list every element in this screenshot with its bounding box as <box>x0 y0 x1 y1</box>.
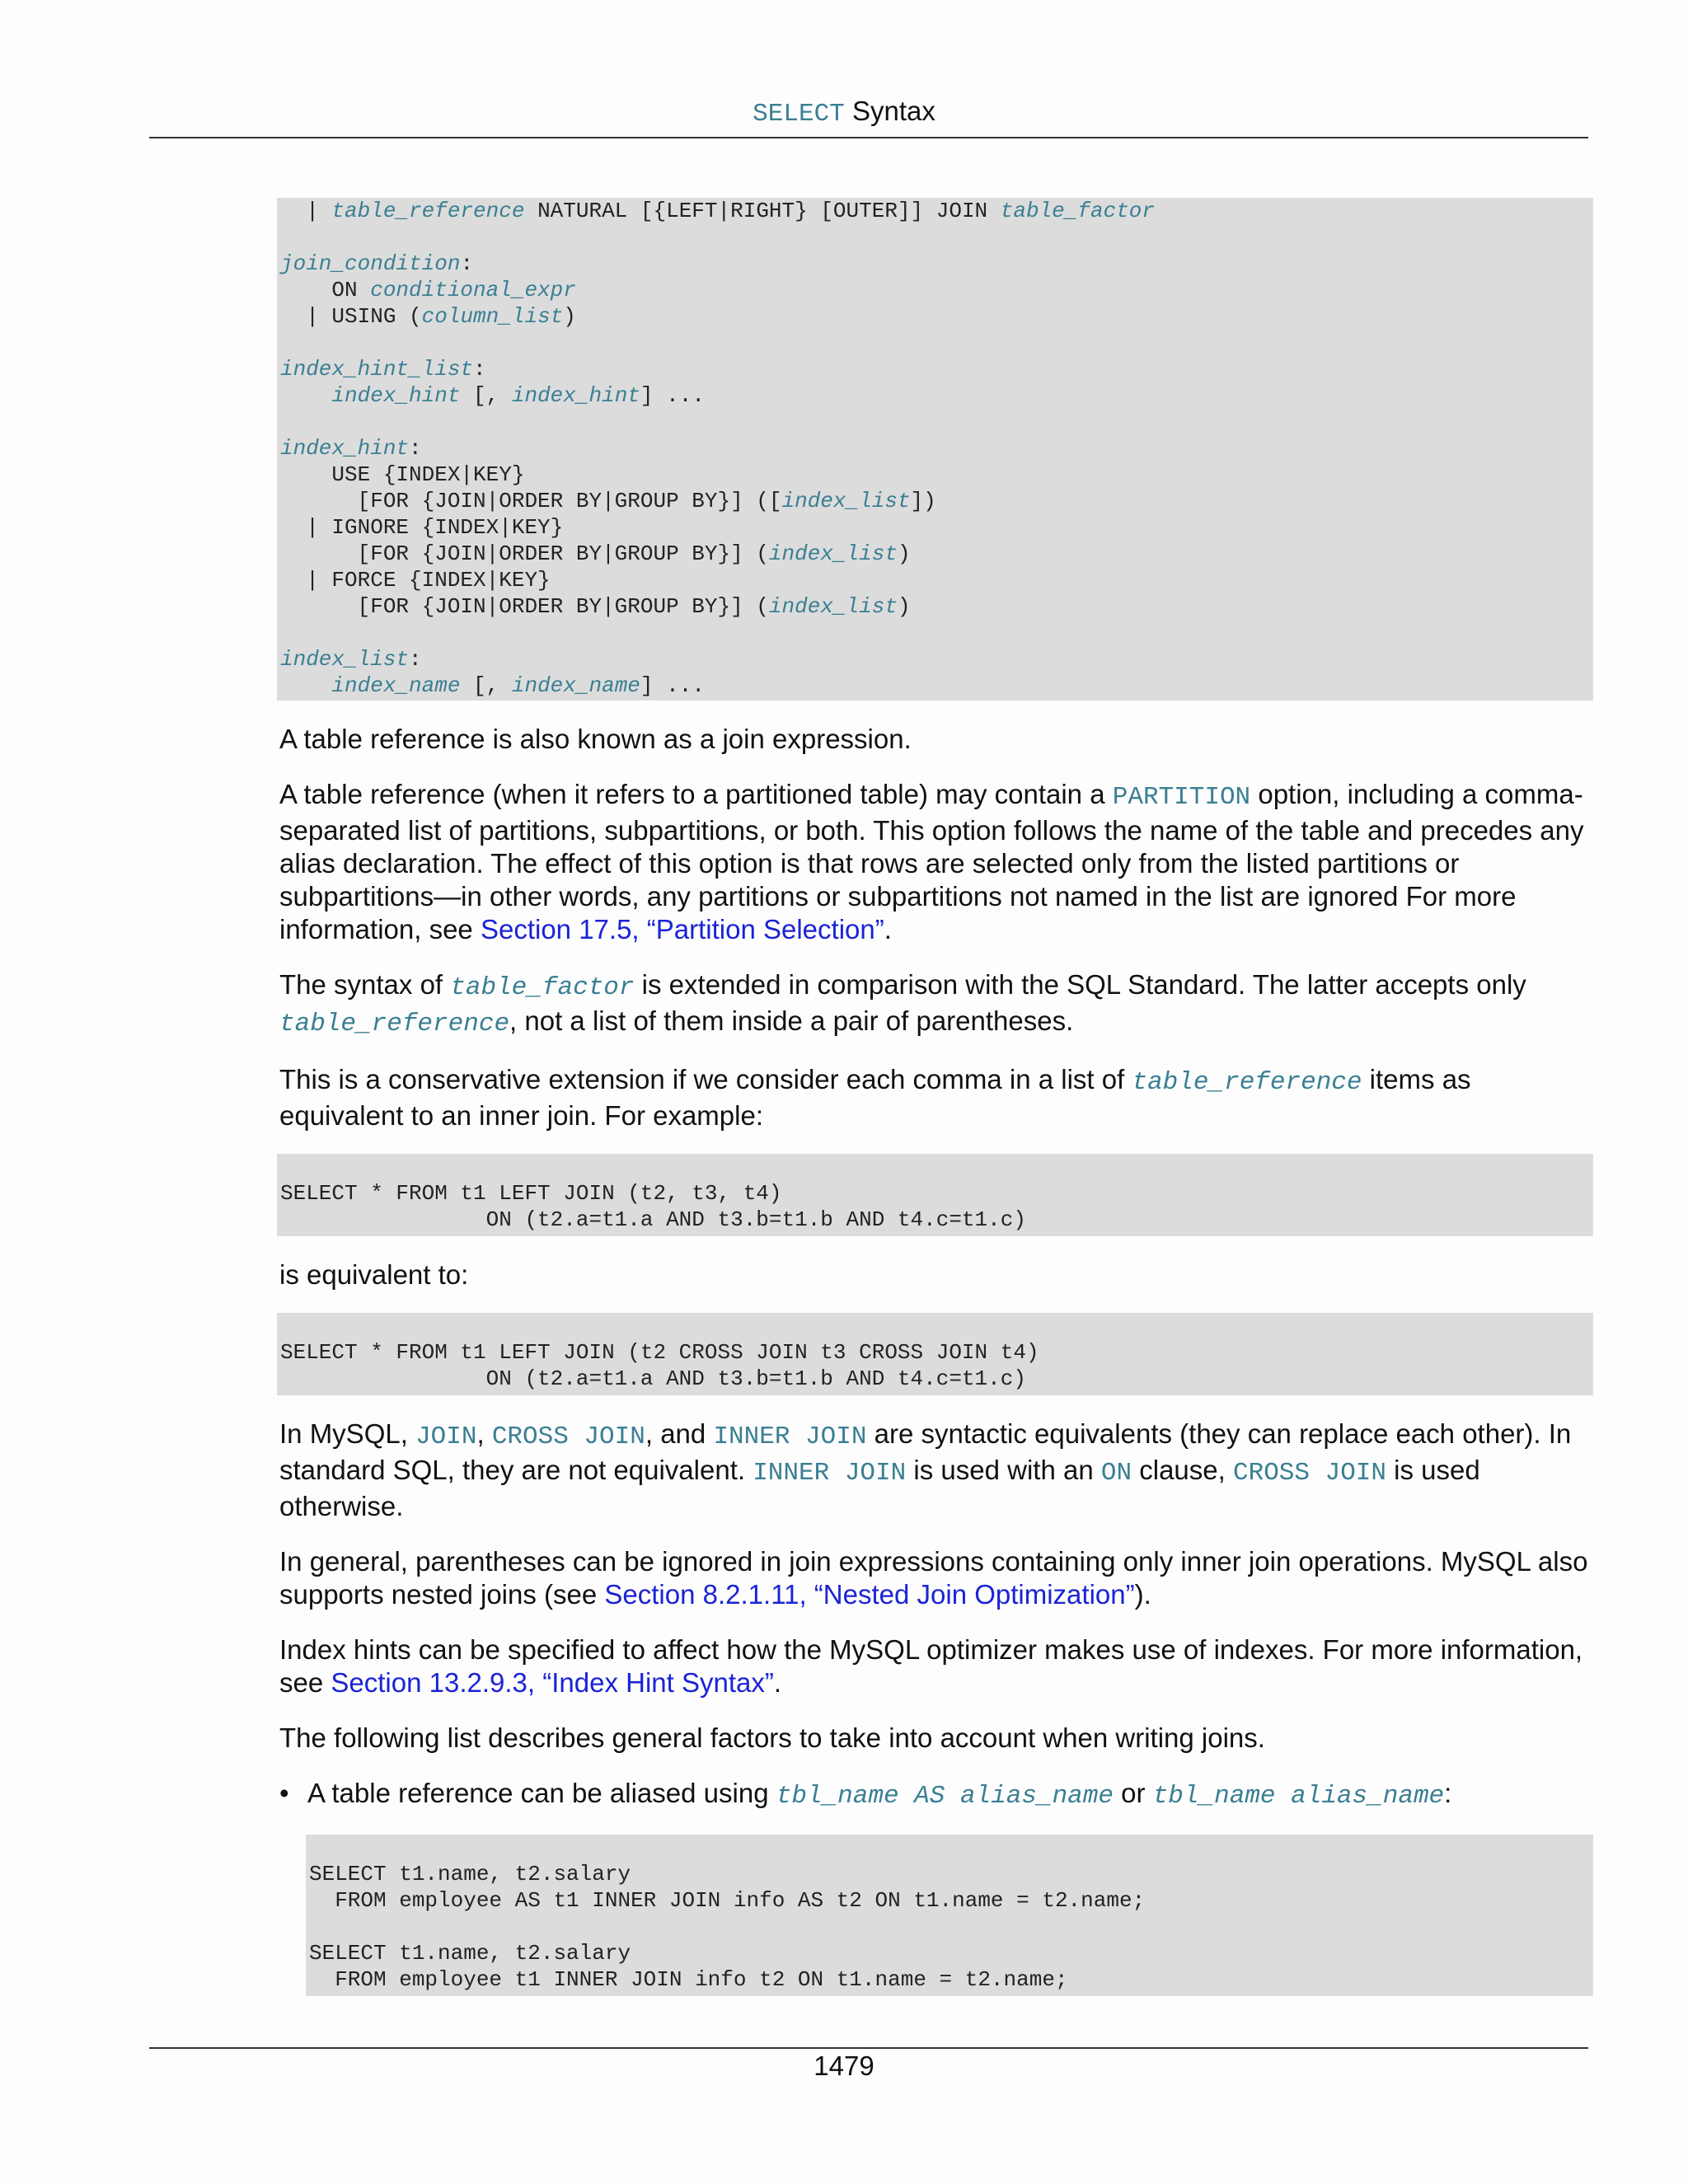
code-placeholder: index_list <box>781 489 911 513</box>
code-line <box>280 330 1590 356</box>
code-placeholder: index_hint <box>331 383 461 408</box>
text-span: option, including a comma-separated list of partitions, subpartitions, or both. This option follows the name of the table and precedes any alias declaration. The effect of this option is that rows are selected only from the listed partitions or subpartitions—in other words, any partitions or subpartitions not named in the list are ignored For more information, see <box>279 779 1584 944</box>
code-inner-join: INNER JOIN <box>713 1422 867 1451</box>
text-span: In MySQL, <box>279 1418 416 1449</box>
bullet-icon: • <box>279 1778 289 1808</box>
code-text <box>280 673 331 698</box>
code-text: ) <box>563 304 576 329</box>
code-text: | IGNORE {INDEX|KEY} <box>280 515 564 540</box>
code-text: NATURAL [{LEFT|RIGHT} [OUTER]] JOIN <box>524 199 1001 223</box>
code-line <box>280 514 1590 541</box>
code-text: [, <box>460 673 512 698</box>
code-text: [, <box>460 383 512 408</box>
page-number: 1479 <box>814 2050 874 2081</box>
code-placeholder: index_list <box>280 647 410 672</box>
code-cross-join: CROSS JOIN <box>1232 1459 1387 1488</box>
code-text: ) <box>897 594 911 619</box>
code-text: | USING ( <box>280 304 422 329</box>
code-line <box>280 646 1590 673</box>
code-line <box>280 435 1590 462</box>
code-tbl-name-as-alias: tbl_name AS alias_name <box>776 1782 1114 1811</box>
text-span: is used otherwise. <box>279 1455 1480 1521</box>
text-span: , and <box>645 1418 714 1449</box>
code-placeholder: index_list <box>768 594 898 619</box>
code-placeholder: index_hint <box>280 436 410 461</box>
paragraph-nested-joins <box>279 1545 1593 1611</box>
code-table-reference: table_reference <box>279 1010 510 1038</box>
code-text <box>280 383 331 408</box>
code-line: ON (t2.a=t1.a AND t3.b=t1.b AND t4.c=t1.c) <box>280 1366 1026 1391</box>
code-text: [FOR {JOIN|ORDER BY|GROUP BY}] ( <box>280 594 769 619</box>
code-placeholder: table_reference <box>331 199 525 223</box>
running-head <box>0 96 1688 129</box>
example-code-block-2 <box>277 1313 1593 1395</box>
code-line: FROM employee t1 INNER JOIN info t2 ON t1.name = t2.name; <box>309 1967 1068 1992</box>
code-line: SELECT * FROM t1 LEFT JOIN (t2 CROSS JOIN t3 CROSS JOIN t4) <box>280 1340 1039 1365</box>
paragraph-conservative-extension <box>279 1063 1593 1132</box>
code-text: : <box>460 251 474 276</box>
code-text: | FORCE {INDEX|KEY} <box>280 568 551 593</box>
code-placeholder: column_list <box>421 304 564 329</box>
paragraph-partition <box>279 778 1593 946</box>
text-span: is used with an <box>906 1455 1101 1485</box>
code-placeholder: index_list <box>768 541 898 566</box>
code-line <box>280 356 1590 382</box>
join-syntax-code-block <box>277 198 1593 701</box>
code-text: ] ... <box>640 673 705 698</box>
paragraph-factors: The following list describes general factors to take into account when writing joins. <box>279 1722 1265 1753</box>
code-text: [FOR {JOIN|ORDER BY|GROUP BY}] ( <box>280 541 769 566</box>
paragraph-table-factor <box>279 968 1593 1041</box>
text-span: The syntax of <box>279 969 451 1000</box>
code-placeholder: index_hint_list <box>280 357 474 382</box>
code-placeholder: join_condition <box>280 251 461 276</box>
code-text: : <box>473 357 486 382</box>
link-nested-join-optimization[interactable]: Section 8.2.1.11, “Nested Join Optimization” <box>604 1579 1135 1610</box>
link-index-hint-syntax[interactable]: Section 13.2.9.3, “Index Hint Syntax” <box>331 1667 774 1698</box>
code-text: [FOR {JOIN|ORDER BY|GROUP BY}] ([ <box>280 489 782 513</box>
example-code-block-1 <box>277 1154 1593 1236</box>
code-line: SELECT t1.name, t2.salary <box>309 1941 631 1966</box>
code-placeholder: index_hint <box>511 383 640 408</box>
code-line <box>280 620 1590 646</box>
code-line <box>280 593 1590 620</box>
code-tbl-name-alias: tbl_name alias_name <box>1152 1782 1445 1811</box>
text-span: ). <box>1134 1579 1151 1610</box>
code-text: ) <box>897 541 911 566</box>
code-line <box>280 409 1590 435</box>
code-line <box>280 488 1590 514</box>
code-text: | <box>280 199 332 223</box>
code-line <box>280 673 1590 699</box>
code-placeholder: index_name <box>331 673 461 698</box>
link-partition-selection[interactable]: Section 17.5, “Partition Selection” <box>480 914 884 944</box>
code-line <box>280 567 1590 593</box>
code-line <box>280 462 1590 488</box>
text-span: . <box>773 1667 782 1698</box>
text-span: clause, <box>1132 1455 1233 1485</box>
running-head-text: Syntax <box>844 96 935 126</box>
text-span: items as equivalent to an inner join. For example: <box>279 1064 1471 1131</box>
code-text: : <box>409 647 422 672</box>
text-span: , <box>476 1418 492 1449</box>
text-span: A table reference can be aliased using <box>307 1778 776 1808</box>
code-line <box>280 541 1590 567</box>
code-placeholder: table_factor <box>1000 199 1155 223</box>
text-span: is extended in comparison with the SQL Standard. The latter accepts only <box>634 969 1526 1000</box>
code-placeholder: conditional_expr <box>370 278 576 302</box>
list-item-alias <box>279 1777 1593 1813</box>
text-span: : <box>1444 1778 1452 1808</box>
code-cross-join: CROSS JOIN <box>491 1422 645 1451</box>
code-line <box>280 198 1590 224</box>
code-line: ON (t2.a=t1.a AND t3.b=t1.b AND t4.c=t1.c) <box>280 1207 1026 1232</box>
paragraph-equivalent: is equivalent to: <box>279 1259 469 1290</box>
code-partition: PARTITION <box>1112 783 1251 812</box>
code-on: ON <box>1100 1459 1132 1488</box>
code-text: : <box>409 436 422 461</box>
code-inner-join: INNER JOIN <box>753 1459 907 1488</box>
code-line <box>309 1914 1590 1940</box>
text-span: , not a list of them inside a pair of parentheses. <box>509 1005 1074 1036</box>
text-span: . <box>884 914 892 944</box>
text-span: are syntactic equivalents (they can replace each other). In standard SQL, they are not equivalent. <box>279 1418 1572 1485</box>
code-placeholder: index_name <box>511 673 640 698</box>
code-text: ON <box>280 278 371 302</box>
code-line: FROM employee AS t1 INNER JOIN info AS t2 ON t1.name = t2.name; <box>309 1888 1146 1913</box>
code-line: SELECT * FROM t1 LEFT JOIN (t2, t3, t4) <box>280 1181 782 1206</box>
code-join: JOIN <box>415 1422 477 1451</box>
code-text: ]) <box>910 489 936 513</box>
header-rule <box>149 137 1588 138</box>
page-content <box>279 198 1593 1996</box>
code-table-factor: table_factor <box>450 973 635 1002</box>
text-span: This is a conservative extension if we consider each comma in a list of <box>279 1064 1132 1094</box>
code-text: USE {INDEX|KEY} <box>280 462 525 487</box>
code-line <box>280 224 1590 251</box>
code-line: SELECT t1.name, t2.salary <box>309 1862 631 1886</box>
code-line <box>280 277 1590 303</box>
example-code-block-3 <box>306 1835 1593 1996</box>
paragraph-index-hints <box>279 1633 1593 1699</box>
code-table-reference: table_reference <box>1132 1068 1362 1097</box>
paragraph-join-expression: A table reference is also known as a join expression. <box>279 724 912 754</box>
code-line <box>280 382 1590 409</box>
text-span: In general, parentheses can be ignored in join expressions containing only inner join operations. MySQL also supports nested joins (see <box>279 1546 1588 1610</box>
code-line <box>280 251 1590 277</box>
code-text: ] ... <box>640 383 705 408</box>
code-line <box>280 303 1590 330</box>
text-span: or <box>1114 1778 1153 1808</box>
paragraph-join-equivalents <box>279 1418 1593 1523</box>
text-span: Index hints can be specified to affect how the MySQL optimizer makes use of indexes. For more information, see <box>279 1634 1583 1698</box>
footer-rule <box>149 2047 1588 2049</box>
running-head-code: SELECT <box>753 100 845 129</box>
text-span: A table reference (when it refers to a partitioned table) may contain a <box>279 779 1113 809</box>
